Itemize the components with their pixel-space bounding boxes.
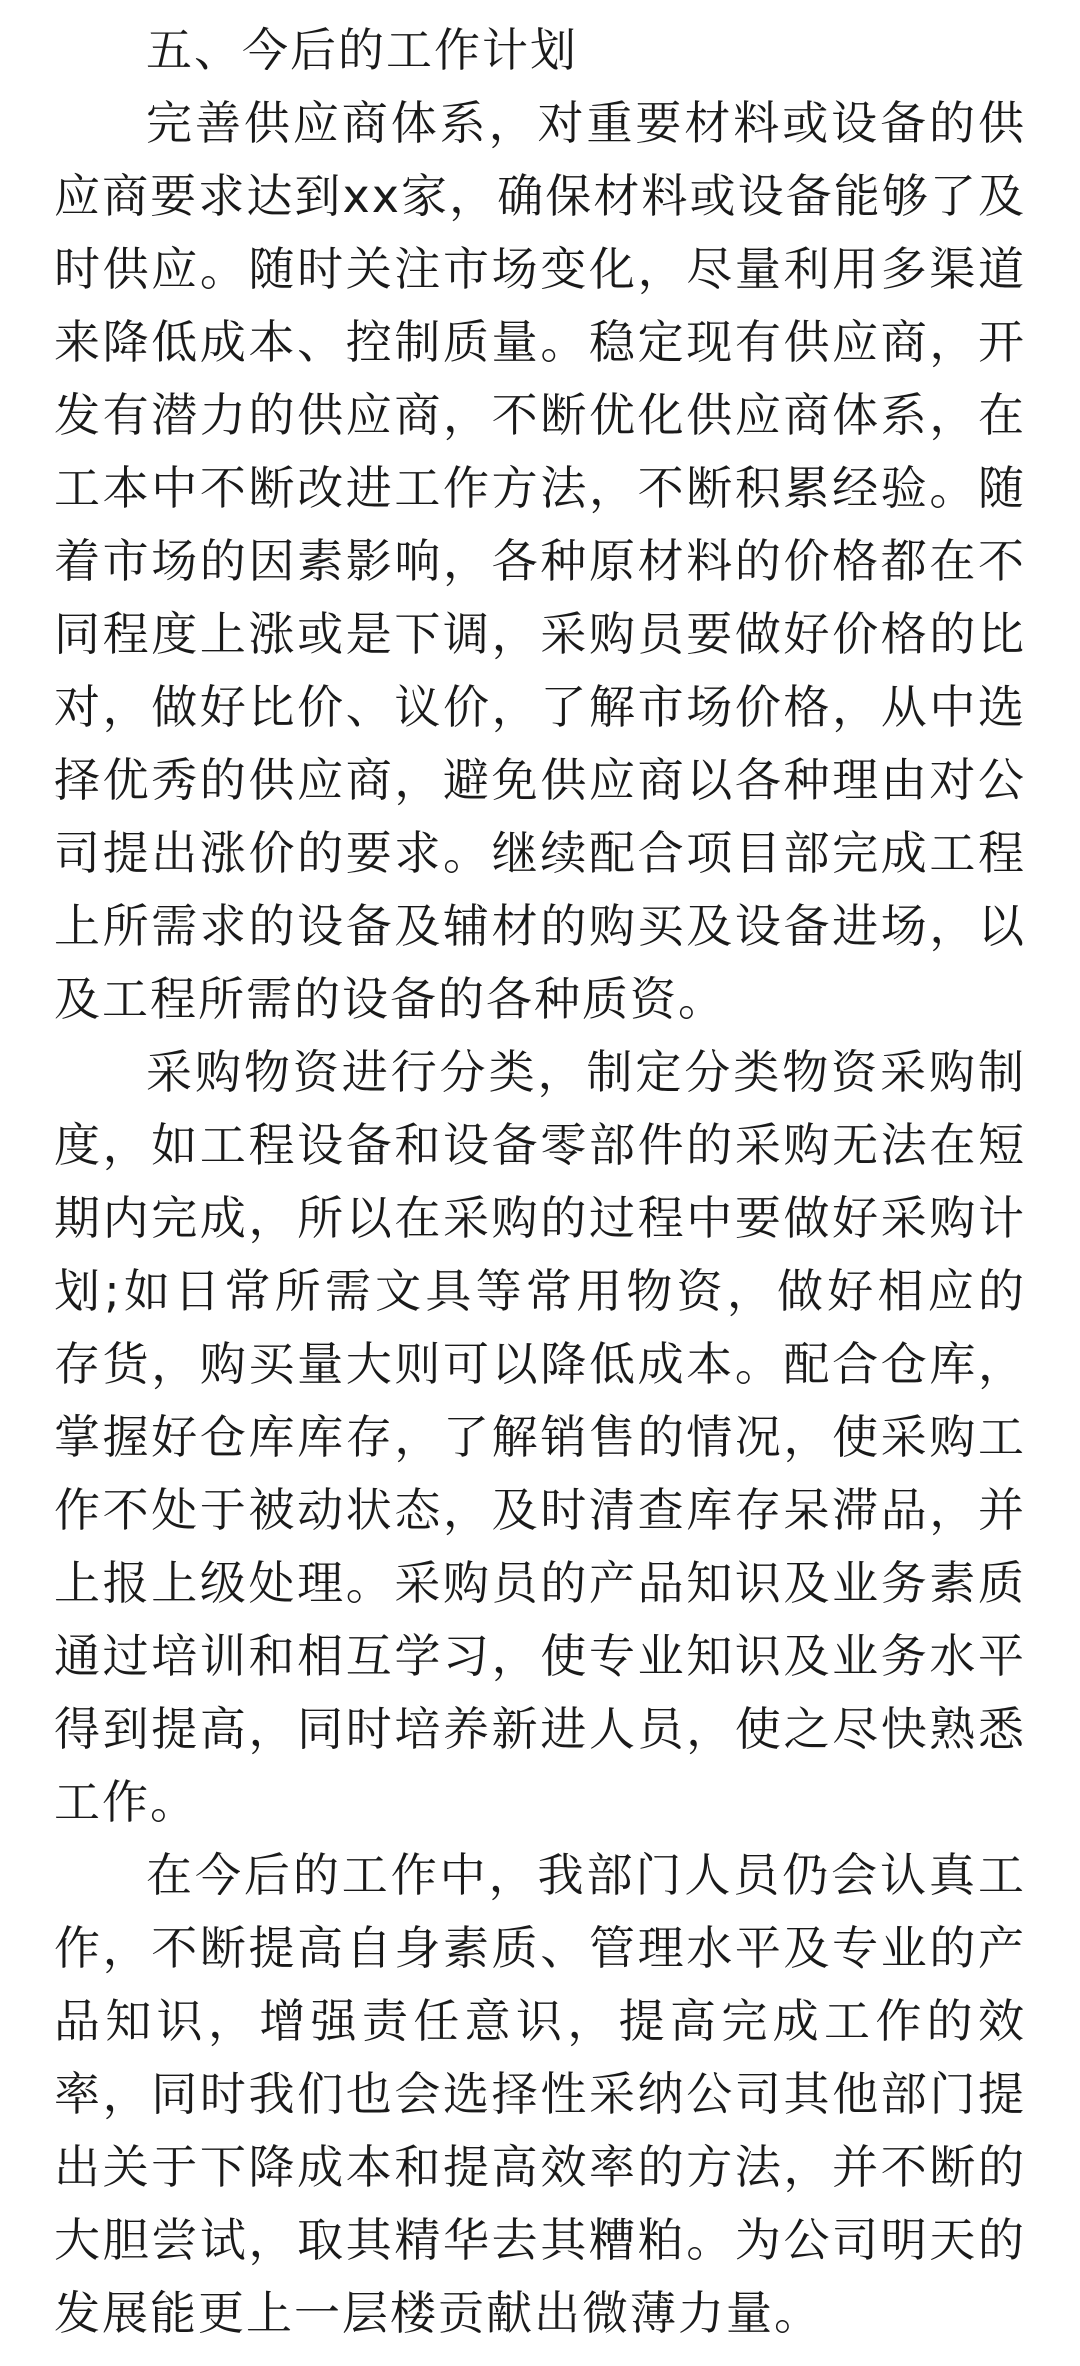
paragraph-closing: 在今后的工作中，我部门人员仍会认真工作，不断提高自身素质、管理水平及专业的产品知识，增强责任意识，提高完成工作的效率，同时我们也会选择性采纳公司其他部门提出关于下降成本和提高效率的方法，并不断的大胆尝试，取其精华去其糟粕。为公司明天的发展能更上一层楼贡献出微薄力量。 — [54, 1848, 1026, 2340]
paragraph-suppliers: 完善供应商体系，对重要材料或设备的供应商要求达到xx家，确保材料或设备能够了及时供应。随时关注市场变化，尽量利用多渠道来降低成本、控制质量。稳定现有供应商，开发有潜力的供应商，不断优化供应商体系，在工本中不断改进工作方法，不断积累经验。随着市场的因素影响，各种原材料的价格都在不同程度上涨或是下调，采购员要做好价格的比对，做好比价、议价，了解市场价格，从中选择优秀的供应商，避免供应商以各种理由对公司提出涨价的要求。继续配合项目部完成工程上所需求的设备及辅材的购买及设备进场，以及工程所需的设备的各种质资。 — [54, 96, 1026, 1026]
section-heading: 五、今后的工作计划 — [146, 23, 578, 77]
paragraph-classification: 采购物资进行分类，制定分类物资采购制度，如工程设备和设备零部件的采购无法在短期内完成，所以在采购的过程中要做好采购计划;如日常所需文具等常用物资，做好相应的存货，购买量大则可以降低成本。配合仓库，掌握好仓库库存，了解销售的情况，使采购工作不处于被动状态，及时清查库存呆滞品，并上报上级处理。采购员的产品知识及业务素质通过培训和相互学习，使专业知识及业务水平得到提高，同时培养新进人员，使之尽快熟悉工作。 — [54, 1045, 1026, 1829]
